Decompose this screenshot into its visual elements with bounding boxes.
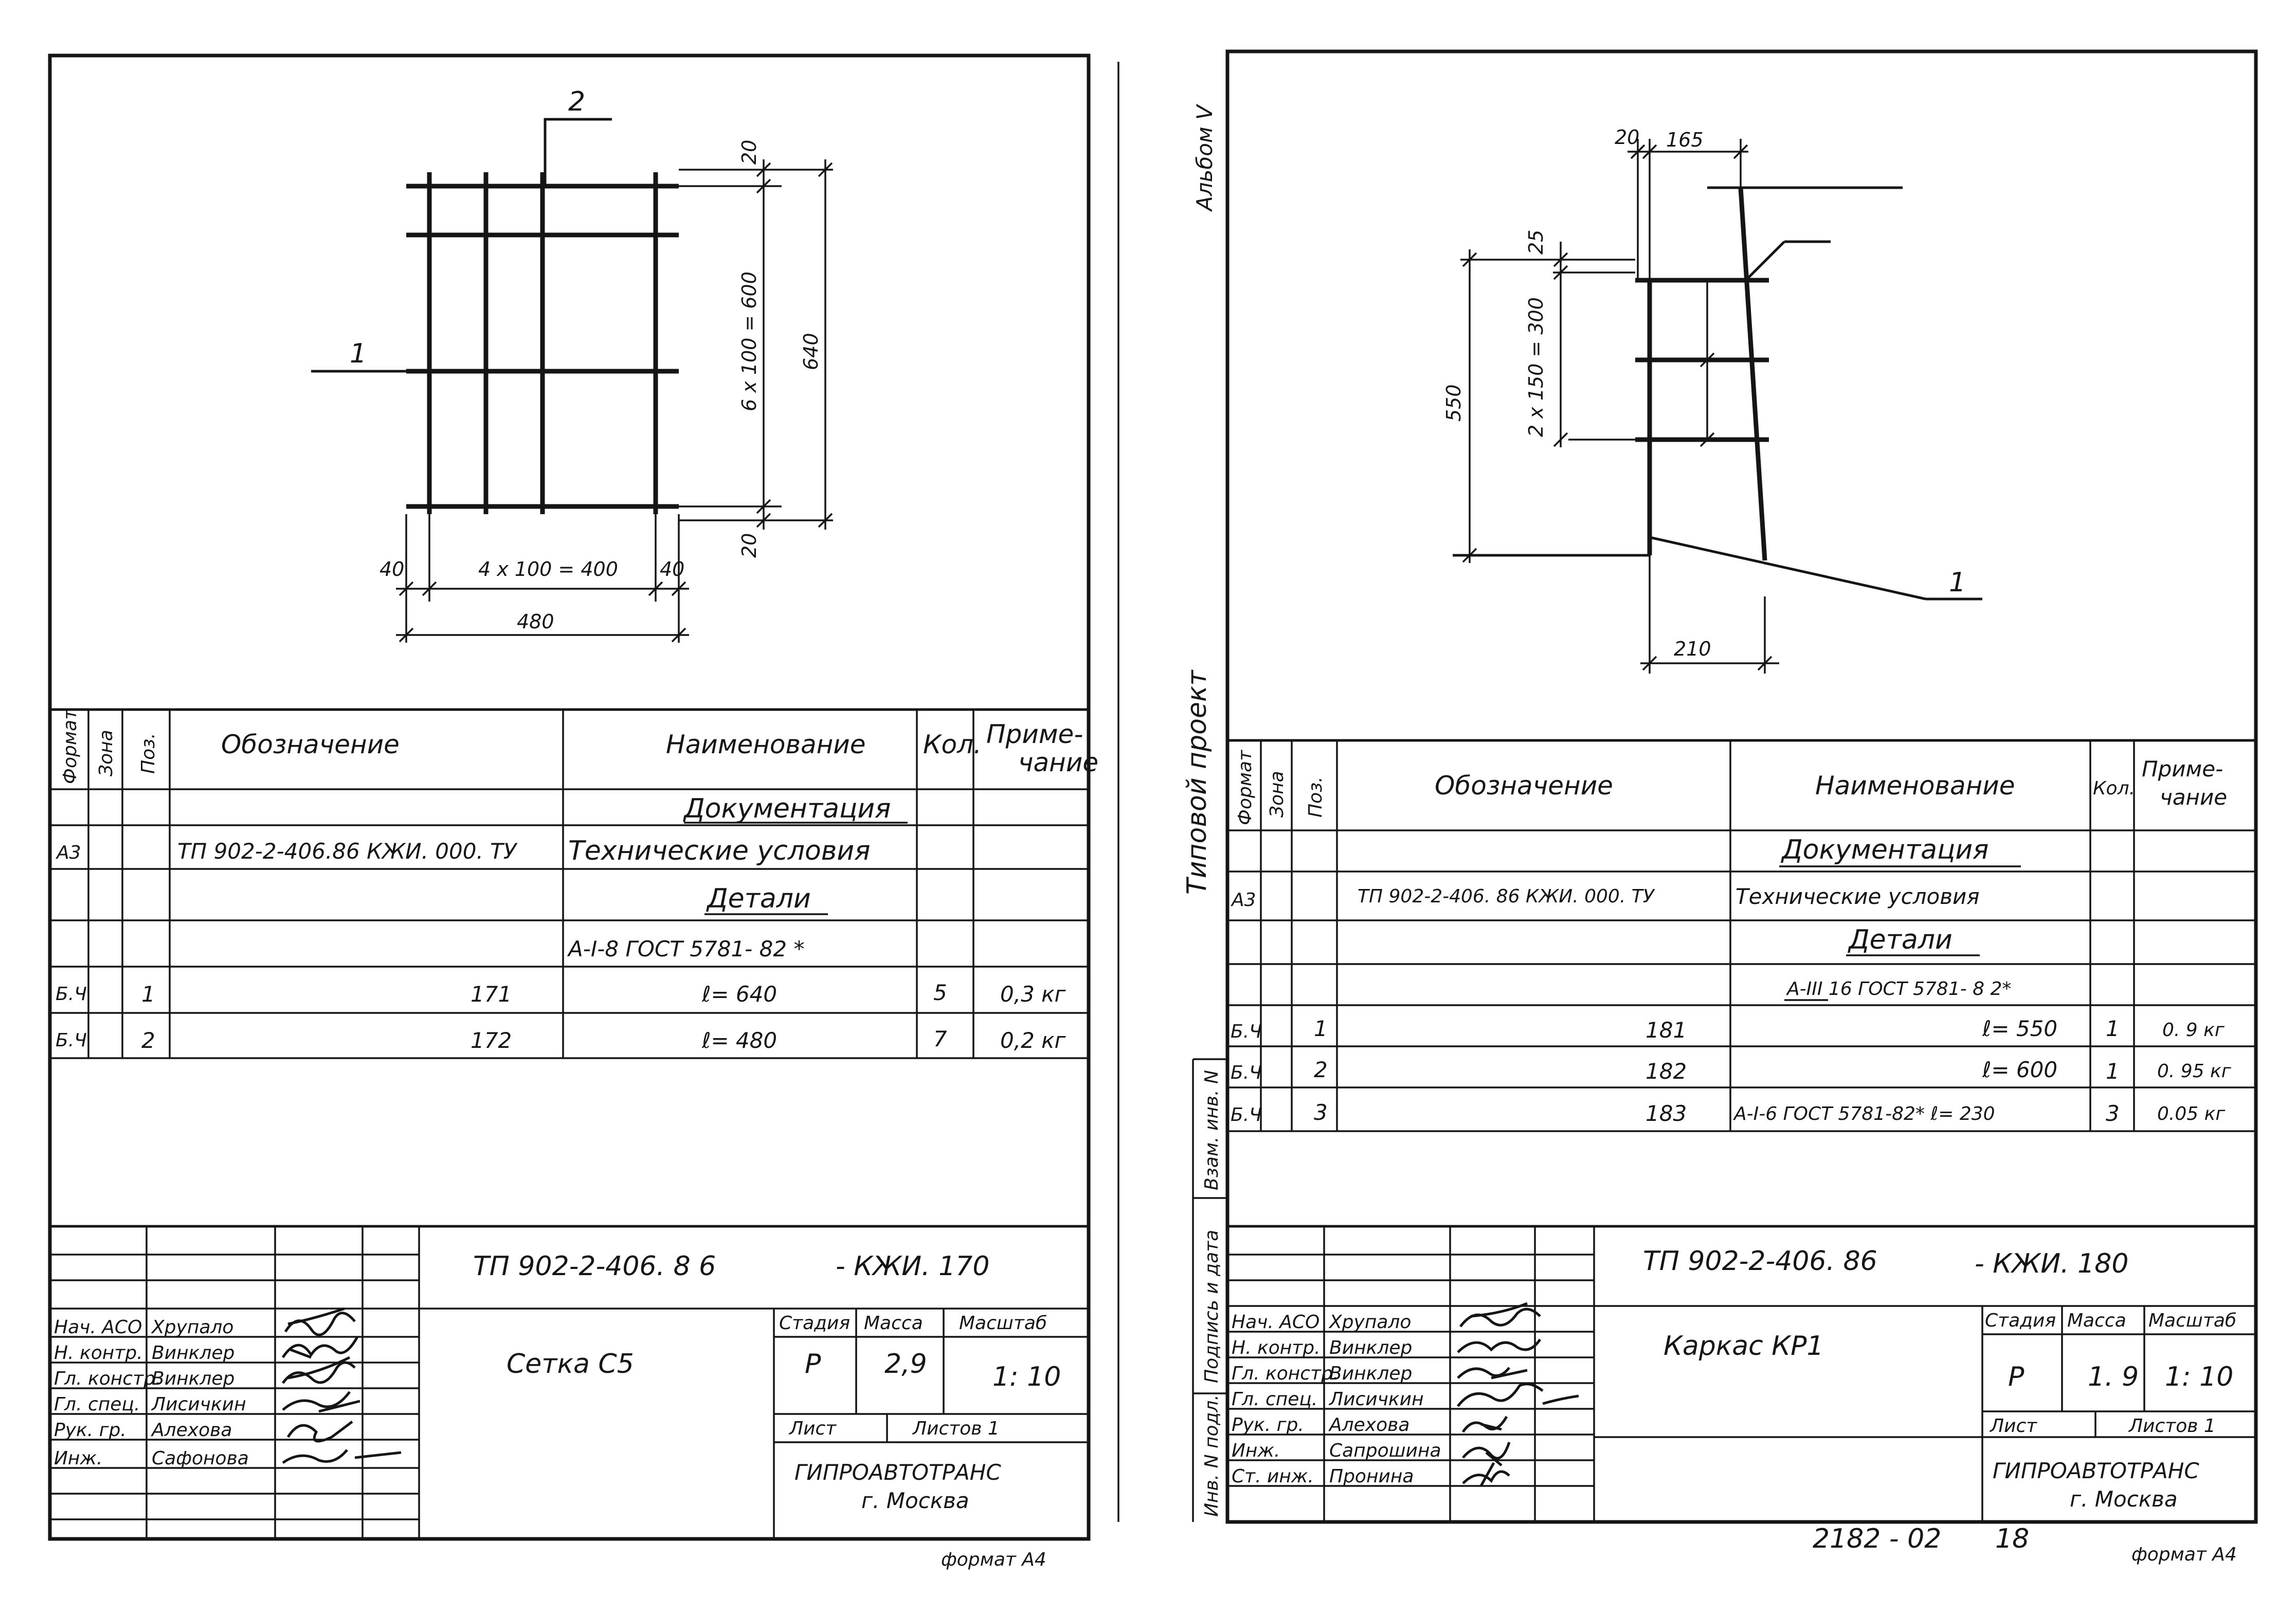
row-name: Технические условия: [568, 836, 871, 866]
dim-165: 165: [1666, 129, 1704, 151]
row-note: 0,3 кг: [1000, 982, 1066, 1007]
tb-person: Пронина: [1329, 1466, 1414, 1487]
side-stamp-signature: Подпись и дата: [1201, 1229, 1222, 1383]
tb-person: Хрупало: [1329, 1312, 1412, 1333]
dim-20: 20: [1615, 126, 1640, 149]
tb-sheets-label: Листов 1: [2129, 1416, 2216, 1437]
signature-scribble: [1463, 1463, 1509, 1486]
signature-scribble: [283, 1450, 401, 1463]
row-format: Б.Ч: [1231, 1104, 1262, 1126]
pos-2-leader: [545, 119, 612, 186]
tb-mass: 1. 9: [2088, 1362, 2139, 1392]
tb-sheet-label: Лист: [789, 1418, 837, 1439]
row-designation: 181: [1646, 1018, 1687, 1043]
signature-scribble: [1458, 1384, 1579, 1406]
row-name: Детали: [707, 883, 811, 914]
signature-scribble: [283, 1337, 357, 1357]
page-number: 18: [1995, 1523, 2030, 1554]
header-note-line1: Приме-: [2142, 756, 2223, 782]
row-note: 0,2 кг: [1000, 1028, 1066, 1053]
tb-role: Рук. гр.: [54, 1420, 126, 1441]
tb-stage: Р: [2008, 1362, 2024, 1392]
header-zone: Зона: [96, 730, 117, 776]
signature-scribble: [285, 1309, 355, 1335]
side-stamp-inv: Инв. N подл.: [1201, 1394, 1222, 1517]
left-spec-table: [50, 709, 1098, 1058]
header-zone: Зона: [1267, 771, 1288, 818]
bottom-doc-code: 2182 - 02: [1813, 1523, 1942, 1554]
header-designation: Обозначение: [1435, 771, 1613, 801]
tb-role: Гл. спец.: [54, 1394, 140, 1415]
row-format: А3: [57, 842, 81, 863]
tb-sheet-label: Лист: [1990, 1416, 2037, 1437]
row-name: Документация: [684, 793, 891, 824]
row-name: ℓ= 550: [1982, 1016, 2058, 1041]
type-project-label: Типовой проект: [1182, 670, 1213, 895]
header-format: Формат: [60, 709, 81, 784]
tb-scale: 1: 10: [992, 1362, 1061, 1392]
tb-role: Гл. констр.: [1232, 1363, 1339, 1384]
pos-1-label: 1: [350, 338, 367, 369]
row-note: 0.05 кг: [2157, 1103, 2226, 1124]
tb-doc-suffix: - КЖИ. 180: [1975, 1248, 2129, 1279]
tb-item-name: Сетка С5: [507, 1349, 634, 1380]
row-pos: 3: [1314, 1100, 1328, 1125]
row-name: Технические условия: [1735, 884, 1980, 909]
signature-scribble: [1463, 1442, 1509, 1465]
tb-mass: 2,9: [884, 1349, 927, 1380]
row-name: А-I-6 ГОСТ 5781-82* ℓ= 230: [1734, 1103, 1995, 1124]
row-note: 0. 95 кг: [2157, 1061, 2231, 1082]
tb-role: Рук. гр.: [1232, 1414, 1304, 1436]
dim-6x100: 6 x 100 = 600: [738, 271, 761, 411]
dim-480: 480: [517, 610, 554, 633]
tb-role: Н. контр.: [1232, 1337, 1321, 1358]
dim-40-right: 40: [660, 558, 685, 580]
row-designation: 182: [1646, 1059, 1687, 1084]
tb-person: Алехова: [152, 1420, 232, 1441]
row-format: Б.Ч: [1231, 1062, 1262, 1083]
tb-stage-label: Стадия: [1985, 1310, 2056, 1331]
row-format: Б.Ч: [56, 1030, 87, 1051]
right-sheet: [1118, 51, 2256, 1565]
header-qty: Кол.: [2093, 778, 2136, 799]
row-pos: 1: [141, 982, 155, 1007]
row-designation: ТП 902-2-406. 86 КЖИ. 000. ТУ: [1358, 886, 1654, 907]
row-name: А-III 16 ГОСТ 5781- 8 2*: [1787, 978, 2012, 1000]
row-name: Детали: [1849, 924, 1952, 955]
tb-scale-label: Масштаб: [2148, 1310, 2237, 1331]
row-designation: 183: [1646, 1101, 1687, 1126]
tb-doc-suffix: - КЖИ. 170: [836, 1251, 990, 1282]
row-pos: 2: [1314, 1057, 1328, 1082]
pos-1-label: 1: [1949, 567, 1966, 598]
row-name: А-I-8 ГОСТ 5781- 82 *: [568, 936, 805, 961]
left-title-block: [50, 1226, 1089, 1570]
pos-2-label: 2: [568, 86, 586, 117]
left-sheet: [50, 56, 1098, 1570]
tb-org-line1: ГИПРОАВТОТРАНС: [794, 1460, 1001, 1485]
dim-2x150: 2 x 150 = 300: [1525, 297, 1547, 437]
row-note: 0. 9 кг: [2162, 1020, 2225, 1041]
tb-doc-code: ТП 902-2-406. 86: [1643, 1246, 1877, 1277]
tb-item-name: Каркас КР1: [1664, 1331, 1824, 1362]
dim-40-left: 40: [379, 558, 405, 580]
tb-person: Винклер: [152, 1368, 235, 1389]
signature-scribble: [283, 1357, 355, 1383]
dim-25: 25: [1525, 229, 1547, 255]
tb-org-line1: ГИПРОАВТОТРАНС: [1993, 1458, 2199, 1483]
tb-stage: Р: [805, 1349, 821, 1380]
row-format: А3: [1232, 890, 1256, 911]
header-note-line2: чание: [2160, 785, 2228, 810]
tb-sheets-label: Листов 1: [913, 1418, 1000, 1439]
format-note: формат А4: [941, 1549, 1046, 1570]
album-label: Альбом V: [1192, 105, 1217, 211]
row-designation: 172: [471, 1028, 512, 1053]
tb-person: Винклер: [1329, 1337, 1413, 1358]
header-format: Формат: [1235, 750, 1256, 825]
tb-role: Гл. спец.: [1232, 1389, 1318, 1410]
left-mesh-drawing: [311, 86, 833, 643]
header-designation: Обозначение: [221, 730, 400, 759]
signature-scribble: [283, 1392, 360, 1411]
tb-person: Винклер: [1329, 1363, 1413, 1384]
tb-person: Хрупало: [152, 1317, 234, 1338]
tb-person: Лисичкин: [152, 1394, 246, 1415]
row-name: ℓ= 480: [702, 1028, 778, 1053]
row-designation: ТП 902-2-406.86 КЖИ. 000. ТУ: [177, 839, 517, 864]
right-title-block: [1227, 1226, 2256, 1565]
row-pos: 1: [1314, 1016, 1328, 1041]
tb-org-line2: г. Москва: [861, 1488, 969, 1513]
tb-scale-label: Масштаб: [959, 1313, 1047, 1334]
tb-role: Инж.: [54, 1448, 103, 1469]
side-stamp-replaced: Взам. инв. N: [1201, 1070, 1222, 1190]
header-note-line1: Приме-: [986, 719, 1083, 749]
header-pos: Поз.: [138, 733, 159, 774]
right-spec-table: [1227, 740, 2256, 1131]
tb-person: Сафонова: [152, 1448, 249, 1469]
dim-4x100: 4 x 100 = 400: [478, 558, 618, 580]
signature-scribble: [1463, 1417, 1507, 1432]
frame-rod-vertical: [1741, 188, 1765, 560]
row-name: ℓ= 600: [1982, 1057, 2058, 1082]
tb-role: Ст. инж.: [1232, 1466, 1314, 1487]
header-qty: Кол.: [923, 730, 982, 759]
tb-role: Нач. АСО: [1232, 1312, 1320, 1333]
header-note-line2: чание: [1018, 748, 1099, 777]
row-name: ℓ= 640: [702, 982, 778, 1007]
signature-scribble: [1458, 1368, 1527, 1378]
frame-leader: [1746, 242, 1784, 280]
row-designation: 171: [471, 982, 512, 1007]
tb-role: Н. контр.: [54, 1342, 143, 1364]
header-pos: Поз.: [1305, 776, 1326, 818]
row-pos: 2: [141, 1028, 155, 1053]
dim-550: 550: [1442, 384, 1465, 422]
header-name: Наименование: [666, 730, 866, 759]
row-qty: 5: [933, 980, 947, 1005]
dim-210: 210: [1674, 638, 1711, 660]
signature-scribble: [288, 1422, 352, 1441]
row-qty: 1: [2106, 1059, 2120, 1084]
row-qty: 1: [2106, 1016, 2120, 1041]
tb-doc-code: ТП 902-2-406. 8 6: [473, 1251, 716, 1282]
row-format: Б.Ч: [1231, 1021, 1262, 1042]
tb-scale: 1: 10: [2165, 1362, 2234, 1392]
row-name: Документация: [1782, 834, 1989, 865]
frame-rod-inclined: [1650, 537, 1926, 599]
tb-person: Винклер: [152, 1342, 235, 1364]
right-frame-drawing: [1442, 126, 1982, 674]
dim-bottom-20: 20: [738, 533, 761, 558]
tb-person: Лисичкин: [1329, 1389, 1424, 1410]
tb-role: Гл. констр.: [54, 1368, 161, 1389]
tb-org-line2: г. Москва: [2070, 1486, 2178, 1512]
tb-person: Сапрошина: [1329, 1440, 1441, 1461]
header-name: Наименование: [1815, 771, 2015, 801]
signature-scribble: [1458, 1339, 1540, 1352]
row-format: Б.Ч: [56, 984, 87, 1005]
tb-person: Алехова: [1329, 1414, 1410, 1436]
tb-role: Инж.: [1232, 1440, 1280, 1461]
tb-mass-label: Масса: [2067, 1310, 2126, 1331]
dim-top-20: 20: [738, 139, 761, 165]
row-qty: 7: [933, 1026, 947, 1051]
tb-role: Нач. АСО: [54, 1317, 142, 1338]
tb-mass-label: Масса: [864, 1313, 923, 1334]
tb-stage-label: Стадия: [779, 1313, 851, 1334]
dim-640: 640: [800, 333, 822, 370]
format-note: формат А4: [2131, 1544, 2237, 1565]
row-qty: 3: [2106, 1101, 2120, 1126]
